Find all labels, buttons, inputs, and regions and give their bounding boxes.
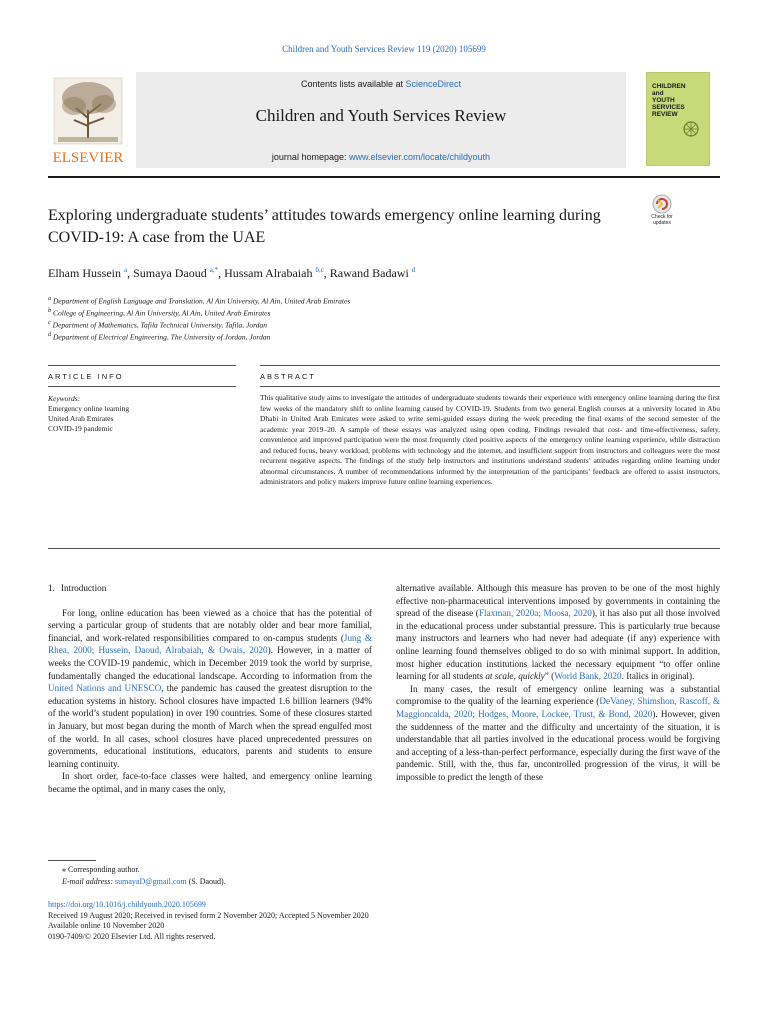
article-info-heading: ARTICLE INFO — [48, 372, 124, 381]
author-name[interactable]: Sumaya Daoud — [133, 266, 207, 280]
keyword: United Arab Emirates — [48, 414, 114, 423]
publication-info — [48, 900, 548, 942]
doi-link[interactable]: https://doi.org/10.1016/j.childyouth.2020.105699 — [48, 900, 206, 909]
paragraph-text: ). However, in a matter of weeks the COVID-19 pandemic, which in December 2019 took the world by surprise, fundamentally changed the educational landscape. According to information from the — [48, 645, 372, 681]
body-paragraph — [396, 582, 720, 683]
author-name[interactable]: Hussam Alrabaiah — [224, 266, 313, 280]
citation-link[interactable]: DeVaney, Shimshon, Rascoff, & Maggioncalda, 2020; Hodges, Moore, Lockee, Trust, & Bond, 2020 — [396, 696, 720, 719]
paragraph-text: ). However, given the suddenness of the matter and the difficulty and uncertainty of the situation, it is understandable that all parties involved in the educational process would be forgiving and accepting of a less-than-perfect performance, especially during the first wave of the pandemic. Still, with the, thus far, uncontrolled progression of the virus, it will be impossible to predict the length of these — [396, 708, 720, 782]
email-suffix: (S. Daoud). — [186, 877, 226, 886]
keywords-label: Keywords: — [48, 394, 81, 403]
email-link[interactable]: sumayaD@gmail.com — [115, 877, 187, 886]
affiliation-text: Department of English Language and Translation, Al Ain University, Al Ain, United Arab Emirates — [53, 296, 351, 306]
paragraph-text: ” ( — [544, 671, 555, 682]
keyword: COVID-19 pandemic — [48, 424, 113, 433]
citation-link[interactable]: World Bank, 2020 — [554, 671, 622, 682]
affiliation-marker: a — [48, 295, 52, 302]
section-number: 1. — [48, 583, 55, 593]
affiliation-list — [48, 294, 648, 342]
email-note — [48, 876, 448, 888]
paragraph-text: In many cases, the result of emergency online learning was a substantial compromise to the quality of the learning experience ( — [396, 683, 720, 707]
journal-title: Children and Youth Services Review — [255, 106, 507, 125]
paper-title: Exploring undergraduate students’ attitudes towards emergency online learning during COVID-19: A case from the UAE — [48, 207, 601, 246]
elsevier-wordmark: ELSEVIER — [52, 150, 124, 166]
paragraph-text: In short order, face-to-face classes were halted, and emergency online learning became the optimal, and in many cases the only, — [48, 771, 372, 794]
body-paragraph — [48, 607, 372, 771]
homepage-link[interactable]: www.elsevier.com/locate/childyouth — [348, 152, 491, 162]
paragraph-text: For long, online education has been viewed as a choice that has the potential of serving a particular group of students that are notably older and bear more familial, financial, and work-related responsibilities compared to on-campus students ( — [48, 607, 372, 643]
affiliation-marker: c — [48, 319, 51, 326]
author-list: Elham Hussein $^a$, Sumaya Daoud $^{a,*}$, Hussam Alrabaiah $^{b,c}$, Rawand Badawi $^d$ — [48, 266, 416, 280]
footnote-rule — [48, 860, 96, 861]
paragraph-text: ), it has also put all those involved in the educational process under substantial pressure. This is particularly true because many instructors and learners who had never had adequate (if any) experience with online learning found themselves obliged to do so with minimal support. In addition, most higher education institutions lacked the necessary equipment “to offer online learning for all students — [396, 608, 720, 682]
received-dates: Received 19 August 2020; Received in revised form 2 November 2020; Accepted 5 November 2020 — [48, 910, 369, 920]
article-info-rule — [48, 386, 236, 387]
affiliation-marker: b — [48, 307, 52, 314]
journal-cover[interactable] — [646, 72, 710, 166]
abstract-rule — [260, 386, 720, 387]
contents-prefix: Contents lists available at — [300, 79, 406, 89]
affiliation-text: Department of Mathematics, Tafila Technical University, Tafila, Jordan — [52, 320, 267, 330]
author-affiliation-marker[interactable]: b,c — [315, 266, 324, 274]
sciencedirect-link[interactable]: ScienceDirect — [405, 79, 462, 89]
abstract-heading: ABSTRACT — [260, 372, 317, 381]
elsevier-tree-icon — [48, 74, 128, 166]
citation-link[interactable]: Flaxman, 2020a; Moosa, 2020 — [478, 608, 592, 619]
body-column-right — [396, 582, 720, 784]
elsevier-logo — [48, 74, 128, 166]
keyword: Emergency online learning — [48, 404, 130, 413]
body-column-left — [48, 582, 372, 796]
copyright: 0190-7409/© 2020 Elsevier Ltd. All rights reserved. — [48, 931, 216, 941]
author-name[interactable]: Rawand Badawi — [329, 266, 409, 280]
section-heading — [48, 582, 372, 595]
citation-link[interactable]: United Nations and UNESCO — [48, 683, 162, 694]
available-online: Available online 10 November 2020 — [48, 921, 165, 930]
affiliation — [48, 318, 648, 330]
cover-emblem-icon — [681, 119, 701, 139]
paragraph-text: alternative available. Although this measure has proven to be one of the most highly effective non-pharmaceutical interventions imposed by governments in containing the spread of the disease ( — [396, 583, 720, 619]
author-affiliation-marker[interactable]: a,* — [209, 266, 219, 274]
abstract-bottom-rule — [48, 548, 720, 549]
homepage-prefix: journal homepage: — [271, 152, 349, 162]
check-updates-icon — [646, 194, 678, 214]
affiliation-marker: d — [48, 331, 52, 338]
journal-reference[interactable]: Children and Youth Services Review 119 (2020) 105699 — [282, 44, 486, 54]
affiliation-text: Department of Electrical Engineering, The University of Jordan, Jordan — [53, 332, 271, 342]
paragraph-text: . Italics in original). — [621, 671, 695, 682]
left-paragraphs — [48, 607, 372, 796]
author-name[interactable]: Elham Hussein — [48, 266, 121, 280]
footnotes — [48, 864, 448, 888]
contents-line — [136, 79, 626, 89]
affiliation — [48, 306, 648, 318]
section-title: Introduction — [60, 583, 107, 593]
email-label: E-mail address: — [62, 877, 116, 886]
right-paragraphs — [396, 582, 720, 784]
keywords-block — [48, 394, 236, 434]
affiliation-text: College of Engineering, Al Ain University, Al Ain, United Arab Emirates — [53, 308, 271, 318]
check-for-updates-button[interactable] — [646, 194, 678, 230]
abstract-text: This qualitative study aims to investigate the attitudes of undergraduate students towards their experience with emergency online learning during the first few weeks of the mandatory shift to online learning caused by COVID-19. Students from two general English courses at a university located in Abu Dhabi in United Arab Emirates were asked to write semi-guided essays during the week preceding the final exams of the second semester of the academic year 2019–20. A sample of these essays was analyzed using open coding. Findings revealed that cost- and time-effectiveness, safety, convenience and improved participation were the most frequently cited positive aspects of the emergency online learning experience, while distraction and reduced focus, heavy workload, problems with technology and the internet, and insufficient support from instructors and colleagues were the most recurrent negative aspects. The findings of the study help instructors and institutions understand students’ attitudes regarding online learning under abnormal circumstances. A number of recommendations informed by the interpretation of the participants’ feedback are offered to assist instructors, administrators and policy makers improve future online learning experiences. — [260, 393, 720, 486]
check-updates-label: Check for updates — [651, 214, 673, 226]
paragraph-text: , the pandemic has caused the greatest disruption to the education systems in history. School closures have impacted 1.6 billion learners (94% of the world’s student population) in over 190 countries. Some of these closures started in January, but most began during the month of March when the spread engulfed most of the world. In all cases, school closures have placed unprecedented pressures on governments, educational institutions, educators, parents and students to ensure learning continuity. — [48, 683, 372, 769]
corresponding-author-note: ⁎ Corresponding author. — [62, 865, 140, 874]
body-paragraph — [396, 683, 720, 784]
homepage-line — [136, 152, 626, 162]
affiliation — [48, 294, 648, 306]
article-info-top-rule — [48, 365, 236, 366]
paragraph-text: at scale, quickly — [485, 671, 545, 682]
cover-title: CHILDREN and YOUTH SERVICES REVIEW — [652, 83, 686, 118]
citation-link[interactable]: Jung & Rhea, 2000; Hussein, Daoud, Alrabaiah, & Owais, 2020 — [48, 632, 372, 656]
masthead — [48, 72, 720, 168]
header-divider — [48, 176, 720, 178]
body-paragraph — [48, 770, 372, 795]
affiliation — [48, 330, 648, 342]
masthead-banner — [136, 72, 626, 168]
author-affiliation-marker[interactable]: a — [124, 266, 128, 274]
author-affiliation-marker[interactable]: d — [411, 266, 416, 274]
abstract-top-rule — [260, 365, 720, 366]
